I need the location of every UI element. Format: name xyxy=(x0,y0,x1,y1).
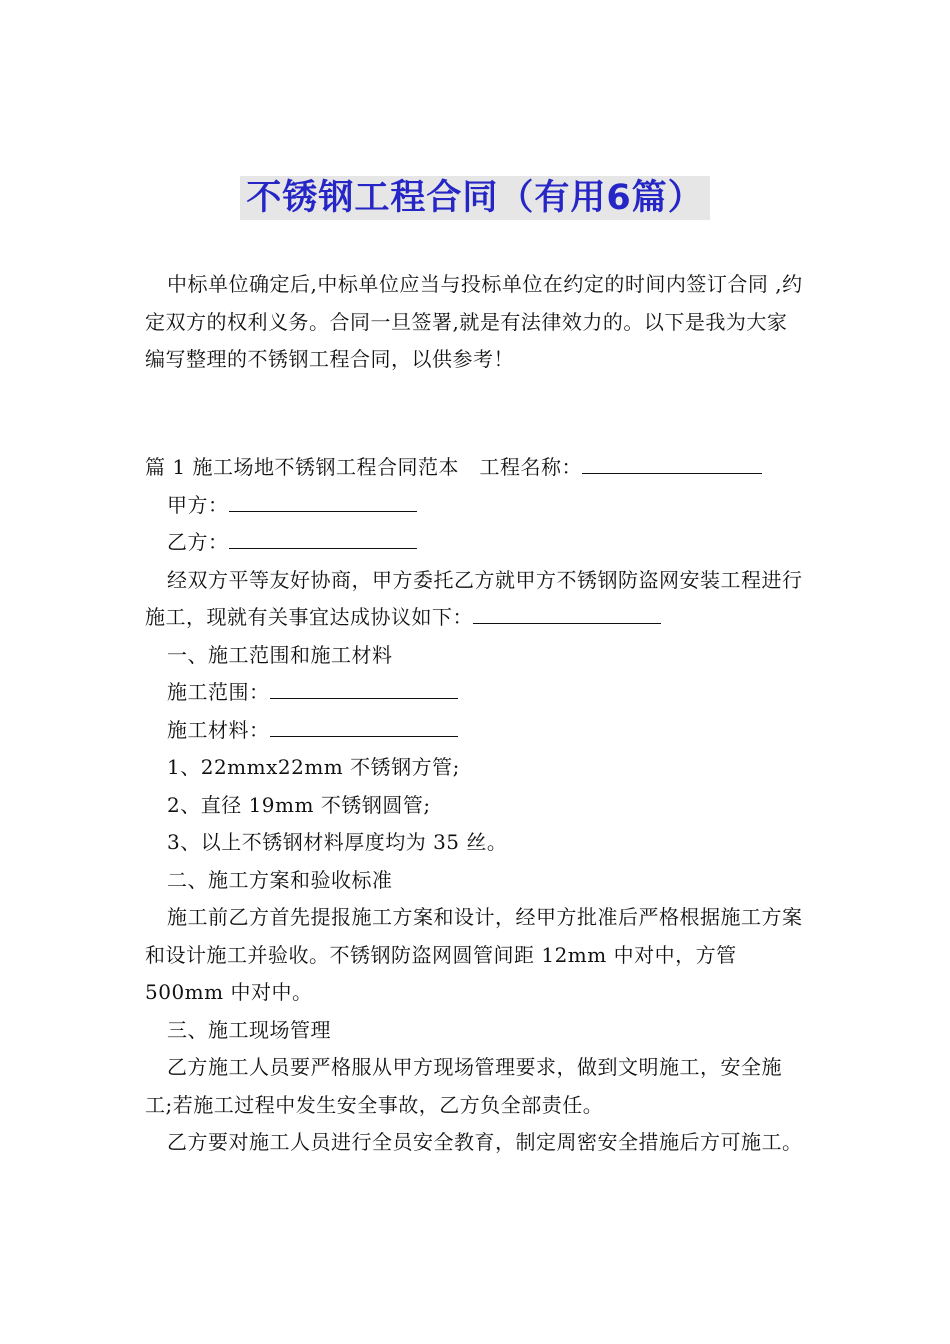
site-paragraph-1: 乙方施工人员要严格服从甲方现场管理要求，做到文明施工，安全施工;若施工过程中发生安全事故，乙方负全部责任。 xyxy=(145,1055,782,1117)
party-b-blank xyxy=(229,526,417,549)
intro-paragraph: 中标单位确定后,中标单位应当与投标单位在约定的时间内签订合同 ,约定双方的权利义务。合同一旦签署,就是有法律效力的。以下是我为大家编写整理的不锈钢工程合同，以供参考！ xyxy=(145,272,803,371)
contract-heading-line xyxy=(145,449,807,487)
section-1-heading: 一、施工范围和施工材料 xyxy=(167,642,393,667)
plan-paragraph: 施工前乙方首先提报施工方案和设计，经甲方批准后严格根据施工方案和设计施工并验收。不锈钢防盗网圆管间距 12mm 中对中，方管 500mm 中对中。 xyxy=(145,905,803,1004)
material-item-2: 2、直径 19mm 不锈钢圆管; xyxy=(167,792,431,817)
scope-line xyxy=(145,674,807,712)
party-b-label: 乙方： xyxy=(167,530,229,554)
scope-label: 施工范围： xyxy=(167,680,270,704)
intro-block xyxy=(145,266,807,379)
material-item-3: 3、以上不锈钢材料厚度均为 35 丝。 xyxy=(167,830,508,854)
project-name-blank xyxy=(582,451,762,474)
document-title: 不锈钢工程合同（有用6篇） xyxy=(240,176,709,220)
agreement-blank xyxy=(473,601,661,624)
materials-blank xyxy=(270,714,458,737)
agreement-paragraph xyxy=(145,562,807,637)
scope-blank xyxy=(270,676,458,699)
party-a-line xyxy=(145,487,807,525)
contract-heading-text: 篇 1 施工场地不锈钢工程合同范本 工程名称： xyxy=(145,455,582,479)
party-a-label: 甲方： xyxy=(167,492,229,517)
materials-line xyxy=(145,712,807,750)
party-b-line xyxy=(145,524,807,562)
section-2-heading: 二、施工方案和验收标准 xyxy=(167,867,393,892)
contract-body xyxy=(145,449,807,1162)
site-paragraph-2: 乙方要对施工人员进行全员安全教育，制定周密安全措施后方可施工。 xyxy=(167,1130,803,1154)
material-item-1: 1、22mmx22mm 不锈钢方管; xyxy=(167,755,460,779)
materials-label: 施工材料： xyxy=(167,717,270,742)
agreement-text: 经双方平等友好协商，甲方委托乙方就甲方不锈钢防盗网安装工程进行施工，现就有关事宜达成协议如下： xyxy=(145,567,803,629)
section-3-heading: 三、施工现场管理 xyxy=(167,1017,331,1042)
party-a-blank xyxy=(229,489,417,512)
title-container xyxy=(0,176,950,220)
